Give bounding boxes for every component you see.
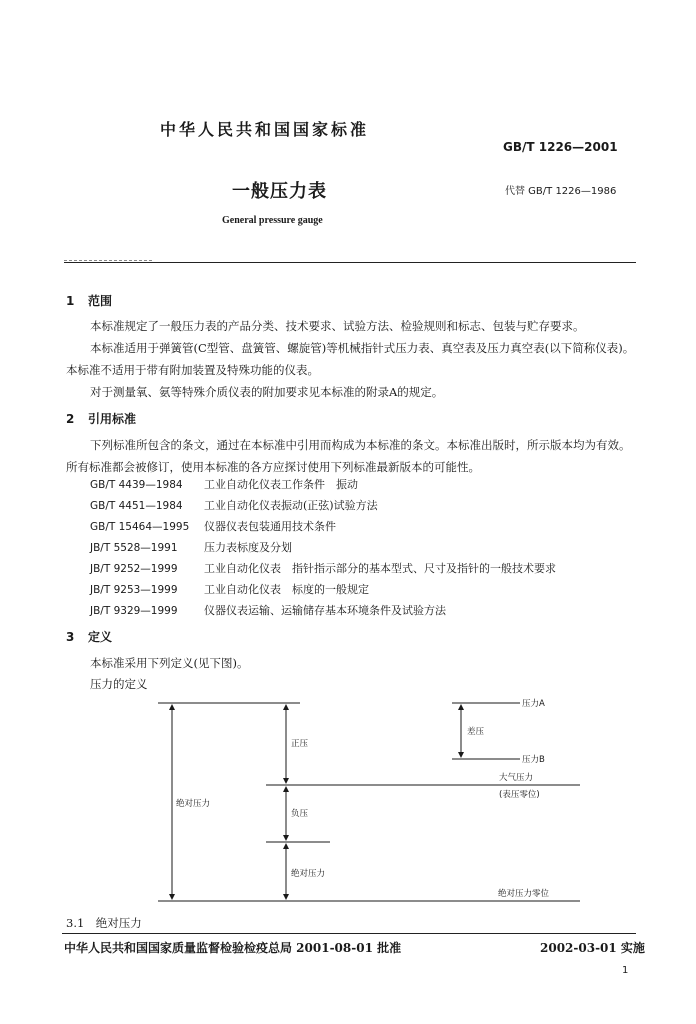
- subsection-number: 3.1: [66, 916, 85, 930]
- section-number: 1: [66, 294, 75, 308]
- positive-pressure-label: 正压: [291, 739, 309, 749]
- approval-line: 中华人民共和国国家质量监督检验检疫总局 2001-08-01 批准: [64, 941, 402, 955]
- arrowhead: [169, 894, 175, 900]
- arrowhead: [169, 704, 175, 710]
- document-title: 一般压力表: [232, 181, 327, 202]
- arrowhead: [283, 704, 289, 710]
- figure-caption: 压力的定义: [90, 677, 148, 691]
- arrowhead: [283, 786, 289, 792]
- national-standard-header: 中华人民共和国国家标准: [160, 120, 370, 139]
- arrowhead: [458, 752, 464, 758]
- paragraph: 对于测量氧、氨等特殊介质仪表的附加要求见本标准的附录A的规定。: [90, 385, 444, 399]
- reference-title: 仪器仪表运输、运输储存基本环境条件及试验方法: [204, 604, 446, 617]
- section-number: 2: [66, 412, 75, 426]
- reference-code: JB/T 9252—1999: [90, 563, 178, 575]
- section-title: 范围: [88, 294, 113, 308]
- arrowhead: [283, 843, 289, 849]
- arrowhead: [283, 894, 289, 900]
- reference-code: JB/T 9253—1999: [90, 584, 178, 596]
- arrowhead: [283, 778, 289, 784]
- reference-title: 压力表标度及分划: [204, 541, 292, 554]
- atmospheric-pressure-label: 大气压力: [499, 773, 534, 783]
- reference-title: 工业自动化仪表 标度的一般规定: [204, 583, 369, 596]
- reference-code: GB/T 4451—1984: [90, 500, 183, 512]
- negative-pressure-label: 负压: [291, 809, 309, 819]
- absolute-pressure-lower-label: 绝对压力: [291, 869, 326, 879]
- pressure-b-label: 压力B: [522, 755, 545, 765]
- page-number: 1: [622, 965, 629, 976]
- reference-title: 仪器仪表包装通用技术条件: [204, 520, 336, 533]
- pressure-a-label: 压力A: [522, 699, 545, 709]
- reference-title: 工业自动化仪表 指针指示部分的基本型式、尺寸及指针的一般技术要求: [204, 562, 556, 575]
- arrowhead: [458, 704, 464, 710]
- differential-pressure-label: 差压: [467, 727, 485, 737]
- reference-title: 工业自动化仪表振动(正弦)试验方法: [204, 499, 378, 512]
- subsection-3-1-heading: [66, 912, 142, 934]
- paragraph: 下列标准所包含的条文，通过在本标准中引用而构成为本标准的条文。本标准出版时，所示版本均为有效。所有标准都会被修订，使用本标准的各方应探讨使用下列标准最新版本的可能性。: [66, 438, 631, 474]
- reference-code: GB/T 15464—1995: [90, 521, 190, 533]
- implementation-date: 2002-03-01 实施: [540, 941, 645, 955]
- section-number: 3: [66, 630, 75, 644]
- section-title: 引用标准: [88, 412, 137, 426]
- standard-number: GB/T 1226—2001: [503, 140, 618, 154]
- paragraph: 本标准规定了一般压力表的产品分类、技术要求、试验方法、检验规则和标志、包装与贮存要求。: [90, 319, 585, 333]
- absolute-zero-label: 绝对压力零位: [498, 889, 550, 899]
- section-title: 定义: [88, 630, 113, 644]
- reference-title: 工业自动化仪表工作条件 振动: [204, 478, 358, 491]
- subsection-title: 绝对压力: [95, 916, 142, 930]
- reference-code: GB/T 4439—1984: [90, 479, 183, 491]
- english-title: General pressure gauge: [222, 215, 323, 226]
- arrowhead: [283, 835, 289, 841]
- replaces-standard: 代替 GB/T 1226—1986: [505, 186, 617, 197]
- gauge-zero-label: (表压零位): [499, 790, 540, 800]
- reference-code: JB/T 9329—1999: [90, 605, 178, 617]
- paragraph: 本标准适用于弹簧管(C型管、盘簧管、螺旋管)等机械指针式压力表、真空表及压力真空表(以下简称仪表)。本标准不适用于带有附加装置及特殊功能的仪表。: [66, 341, 635, 377]
- reference-code: JB/T 5528—1991: [90, 542, 178, 554]
- absolute-pressure-label: 绝对压力: [176, 799, 211, 809]
- paragraph: 本标准采用下列定义(见下图)。: [90, 656, 249, 670]
- footer-rule: [62, 933, 636, 934]
